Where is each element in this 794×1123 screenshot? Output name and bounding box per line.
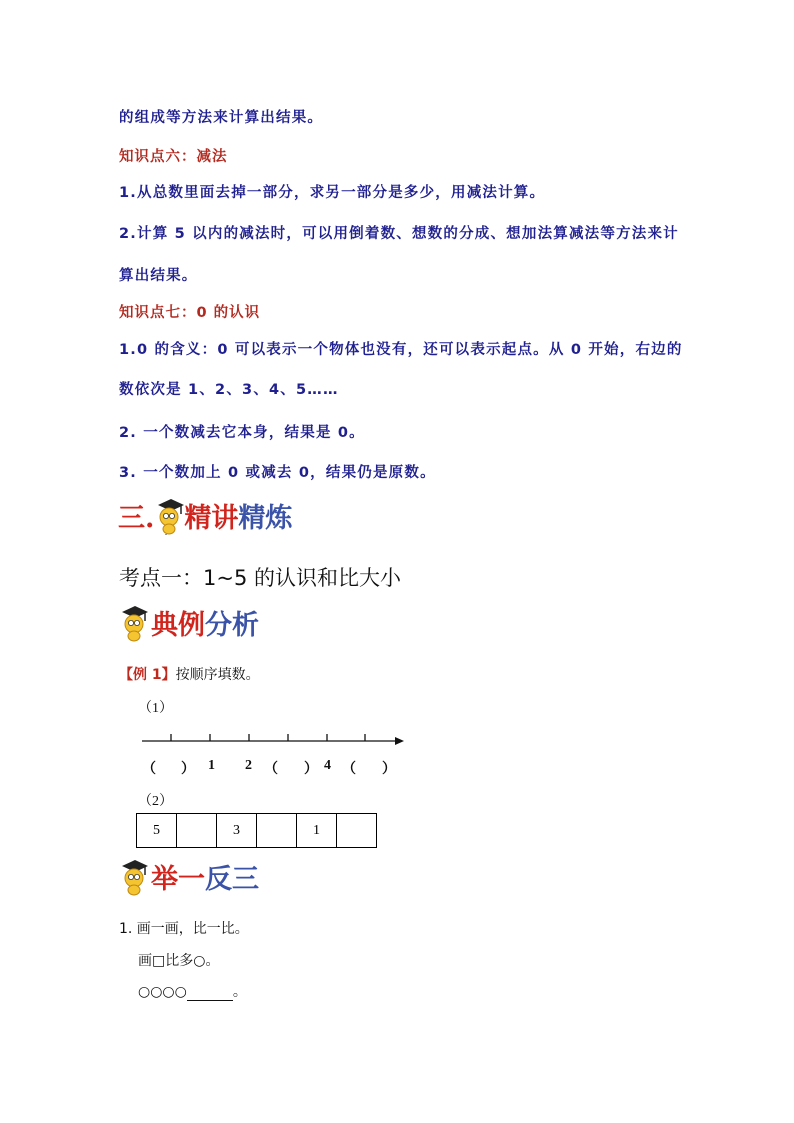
kaodian-title: 考点一：1~5 的认识和比大小 — [119, 566, 401, 590]
numberline-label: 4 — [324, 758, 331, 773]
heading-knowledge-7: 知识点七：0 的认识 — [119, 305, 261, 321]
numberline-label: 2 — [245, 758, 252, 773]
number-box[interactable]: 1 — [297, 814, 337, 847]
paragraph-7-1-line1: 1.0 的含义：0 可以表示一个物体也没有，还可以表示起点。从 0 开始，右边的 — [119, 342, 683, 358]
end-punct: 。 — [232, 984, 247, 1000]
numberline-label: （ — [142, 762, 156, 777]
practice-header-red: 举一 — [151, 864, 205, 895]
paragraph-continuation: 的组成等方法来计算出结果。 — [119, 110, 324, 126]
section-number: 三. — [118, 503, 155, 534]
number-box[interactable]: 5 — [137, 814, 177, 847]
section-title-red: 精讲 — [184, 503, 239, 534]
example-text: 按顺序填数。 — [175, 667, 260, 683]
numberline-label: 1 — [208, 758, 215, 773]
paragraph-7-2: 2. 一个数减去它本身，结果是 0。 — [119, 425, 365, 441]
numberline-label: （ — [264, 762, 278, 777]
example-header-red: 典例 — [151, 610, 205, 641]
number-box[interactable] — [257, 814, 297, 847]
practice-header — [119, 857, 259, 896]
paragraph-6-2-line1: 2.计算 5 以内的减法时，可以用倒着数、想数的分成、想加法算减法等方法来计 — [119, 226, 679, 242]
practice-header-blue: 反三 — [205, 864, 259, 895]
practice-answer-line — [138, 981, 247, 1001]
paragraph-6-1: 1.从总数里面去掉一部分，求另一部分是多少，用减法计算。 — [119, 185, 546, 201]
numberline-label: ） — [382, 762, 396, 777]
circles-row: ○○○○ — [138, 984, 187, 1000]
example-header-blue: 分析 — [205, 610, 259, 641]
part-2-label: （2） — [138, 794, 173, 809]
paragraph-7-3: 3. 一个数加上 0 或减去 0，结果仍是原数。 — [119, 465, 436, 481]
answer-blank[interactable] — [187, 986, 233, 1001]
number-box[interactable] — [337, 814, 376, 847]
numberline-label: ） — [181, 762, 195, 777]
example-tag: 【例 1】 — [119, 667, 176, 683]
number-line — [140, 730, 406, 750]
practice-question-1: 1. 画一画，比一比。 — [119, 921, 249, 937]
number-box[interactable]: 3 — [217, 814, 257, 847]
practice-instruction: 画□比多○。 — [138, 953, 220, 969]
example-header — [119, 603, 259, 642]
number-boxes — [136, 813, 377, 848]
graduate-mascot-icon — [154, 497, 184, 535]
numberline-label: ） — [304, 762, 318, 777]
heading-knowledge-6: 知识点六：减法 — [119, 149, 228, 165]
numberline-label: （ — [342, 762, 356, 777]
paragraph-6-2-line2: 算出结果。 — [119, 268, 198, 284]
graduate-mascot-icon — [119, 858, 151, 896]
paragraph-7-1-line2: 数依次是 1、2、3、4、5…… — [119, 382, 339, 398]
part-1-label: （1） — [138, 701, 173, 716]
number-box[interactable] — [177, 814, 217, 847]
example-1 — [119, 664, 260, 684]
graduate-mascot-icon — [119, 604, 151, 642]
section-title-blue: 精炼 — [238, 503, 293, 534]
section-header — [118, 496, 292, 535]
